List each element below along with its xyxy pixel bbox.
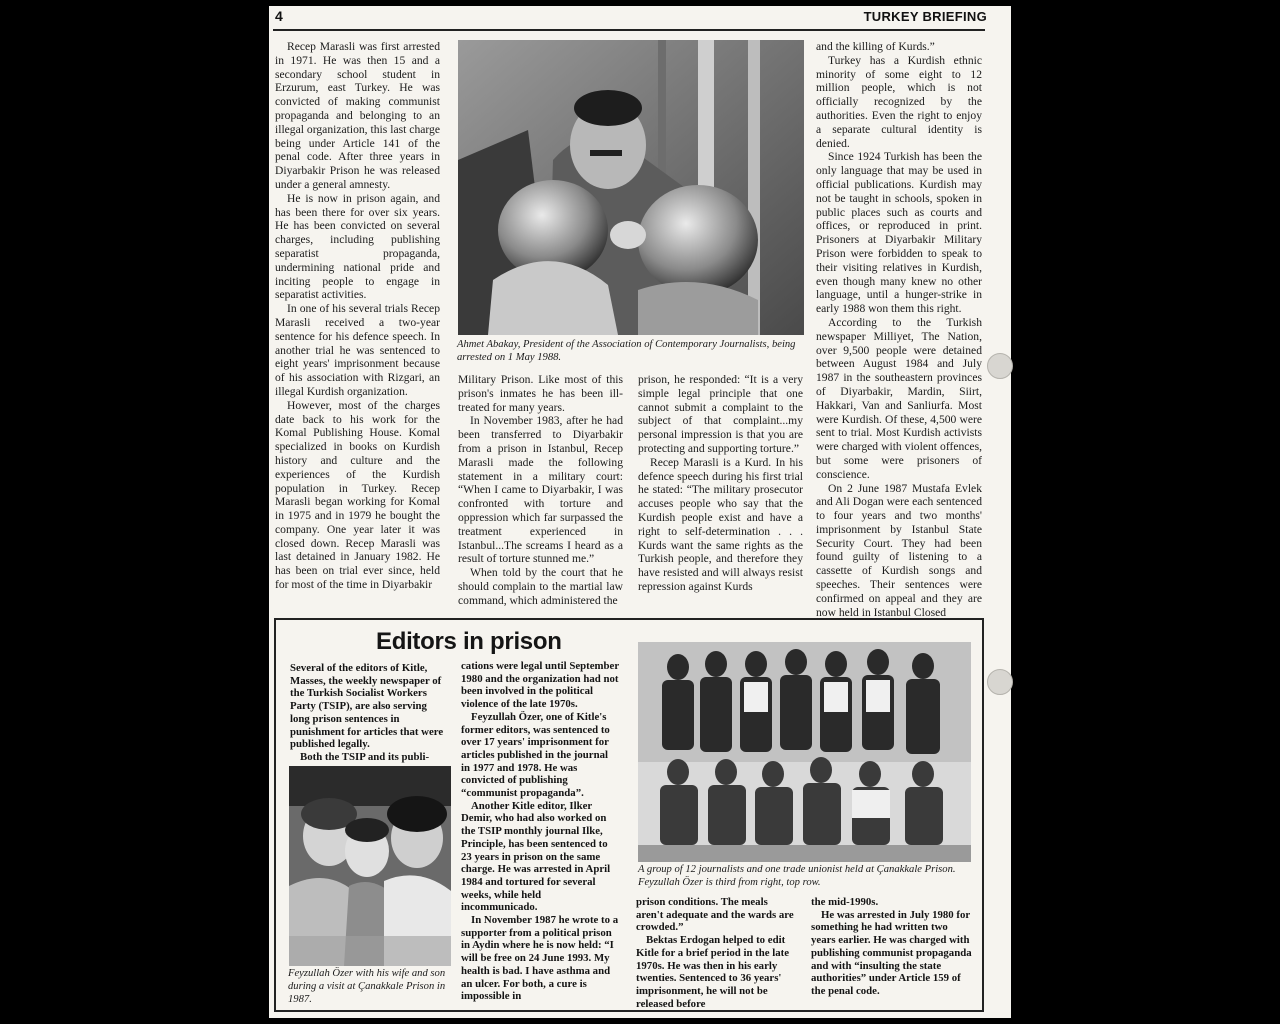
binder-hole-lower [987, 669, 1013, 695]
paragraph: In November 1987 he wrote to a supporter from a political prison in Aydin where he is now held: “I will be free on 24 June 1993. My health is bad. I have asthma and an ulcer. For both, a cure is impossible in [461, 914, 619, 1003]
photo-family-caption: Feyzullah Özer with his wife and son during a visit at Çanakkale Prison in 1987. [288, 968, 446, 1005]
paragraph: Recep Marasli is a Kurd. In his defence speech during his first trial he stated: “The military prosecutor accuses people who say that the Kurdish people exist and have a right to self-determination . . . Kurds want the same rights as the Turkish people, and therefore they have resisted and will always resist repression against Kurds [638, 455, 803, 593]
paragraph: Since 1924 Turkish has been the only language that may be used in official publications. Kurdish may not be taught in schools, spoken in public places such as courts and offices, or reproduced in print. Prisoners at Diyarbakir Military Prison were forbidden to speak to their visiting relatives in Kurdish, even though many knew no other language, until a hunger-strike in early 1988 won them this right. [816, 150, 982, 316]
photo-group-caption: A group of 12 journalists and one trade unionist held at Çanakkale Prison. Feyzullah Özer is third from right, top row. [638, 864, 956, 888]
box-column-4 [811, 896, 973, 1010]
group-photo-image [638, 642, 971, 862]
paragraph: He is now in prison again, and has been there for over six years. He has been convicted on several charges, including publishing separatist propaganda, undermining national pride and inciting people to engage in separatist activities. [275, 191, 440, 302]
family-photo-image [289, 766, 451, 966]
paragraph: the mid-1990s. [811, 896, 879, 908]
paragraph: On 2 June 1987 Mustafa Evlek and Ali Dogan were each sentenced to four years and two months' imprisonment by Istanbul State Security Court. They had been found guilty of listening to a cassette of Kurdish songs and speeches. Their sentences were confirmed on appeal and they are now held in Istanbul Closed [816, 481, 982, 619]
editors-in-prison-box [274, 618, 984, 1012]
box-column-2 [461, 660, 619, 1010]
page-number: 4 [275, 8, 283, 24]
paragraph: According to the Turkish newspaper Milliyet, The Nation, over 9,500 people were detained between August 1984 and July 1987 in the southeastern provinces of Diyarbakir, Mardin, Siirt, Hakkari, Van and Sanliurfa. Most were Kurdish. Of these, 4,500 were sent to trial. Most Kurdish activists were charged with violent offences, but some were prisoners of conscience. [816, 315, 982, 481]
paragraph: Bektas Erdogan helped to edit Kitle for a brief period in the late 1970s. He was then in his early twenties. Sentenced to 36 years' imprisonment, he will not be released before [636, 934, 790, 1010]
paragraph: cations were legal until September 1980 and the organization had not been involved in the political violence of the late 1970s. [461, 660, 619, 711]
box-title: Editors in prison [376, 628, 562, 655]
header-rule [273, 29, 985, 31]
article-column-3 [638, 373, 803, 612]
article-column-2 [458, 373, 623, 612]
photo-arrest-caption: Ahmet Abakay, President of the Association of Contemporary Journalists, being arrested on 1 May 1988. [457, 339, 796, 363]
box-column-1 [290, 662, 448, 762]
paragraph: prison conditions. The meals aren't adequate and the wards are crowded.” [636, 896, 794, 934]
paragraph: Turkey has a Kurdish ethnic minority of some eight to 12 million people, which is not officially recognized by the authorities. Even the right to enjoy a separate cultural identity is denied. [816, 53, 982, 150]
paragraph: and the killing of Kurds.” [816, 40, 935, 53]
paragraph: prison, he responded: “It is a very simple legal principle that one cannot submit a complaint to the subject of that complaint...my personal impression is that you are protecting and supporting torture.” [638, 373, 803, 455]
paragraph: He was arrested in July 1980 for something he had written two years earlier. He was charged with publishing communist propaganda and with “insulting the state authorities” under Article 159 of the penal code. [811, 908, 972, 997]
arrest-photo-image [458, 40, 804, 335]
paragraph: Several of the editors of Kitle, Masses, the weekly newspaper of the Turkish Socialist Workers Party (TSIP), are also serving long prison sentences in punishment for articles that were published legally. [290, 662, 444, 751]
paragraph: However, most of the charges date back to his work for the Komal Publishing House. Komal specialized in books on Kurdish history and culture and the experiences of the Kurdish population in Turkey. Recep Marasli began working for Komal in 1975 and in 1979 he bought the company. One year later it was closed down. Recep Marasli was last detained in January 1982. He has been on trial ever since, held for most of the time in Diyarbakir [275, 398, 440, 592]
article-column-4 [816, 40, 982, 619]
photo-group [638, 642, 971, 862]
photo-family [289, 766, 451, 966]
paragraph: Feyzullah Özer, one of Kitle's former editors, was sentenced to over 17 years' imprisonment for articles published in the journal in 1977 and 1978. He was convicted of publishing “communist propaganda”. [461, 710, 610, 800]
page-header [269, 6, 1011, 30]
paragraph: Recep Marasli was first arrested in 1971. He was then 15 and a secondary school student in Erzurum, east Turkey. He was convicted of making communist propaganda and belonging to an illegal organization, this last charge being under Article 141 of the penal code. After three years in Diyarbakir Prison he was released under a general amnesty. [275, 40, 440, 191]
paragraph: When told by the court that he should complain to the martial law command, which administered the [458, 566, 623, 607]
paragraph: In one of his several trials Recep Marasli received a two-year sentence for his defence speech. In another trial he was sentenced to eight years' imprisonment because of his association with Rizgari, an illegal Kurdish organization. [275, 302, 440, 398]
paragraph: Another Kitle editor, Ilker Demir, who had also worked on the TSIP monthly journal Ilke, Principle, has been sentenced to 23 years in prison on the same charge. He was arrested in April 1984 and tortured for several weeks, while held incommunicado. [461, 799, 611, 914]
paragraph: Both the TSIP and its publi- [300, 750, 430, 763]
paragraph: In November 1983, after he had been transferred to Diyarbakir from a prison in Istanbul, Recep Marasli made the following statement in a military court: “When I came to Diyarbakir, I was confronted with torture and oppression which far surpassed the treatment experienced in Istanbul...The screams I heard as a result of torture stunned me.” [458, 414, 623, 566]
publication-title: TURKEY BRIEFING [863, 9, 987, 24]
binder-hole-upper [987, 353, 1013, 379]
photo-arrest [458, 40, 804, 335]
box-column-3 [636, 896, 794, 1010]
paragraph: Military Prison. Like most of this prison's inmates he has been ill-treated for many years. [458, 373, 623, 414]
article-column-1 [275, 40, 440, 612]
document-page [269, 6, 1011, 1018]
